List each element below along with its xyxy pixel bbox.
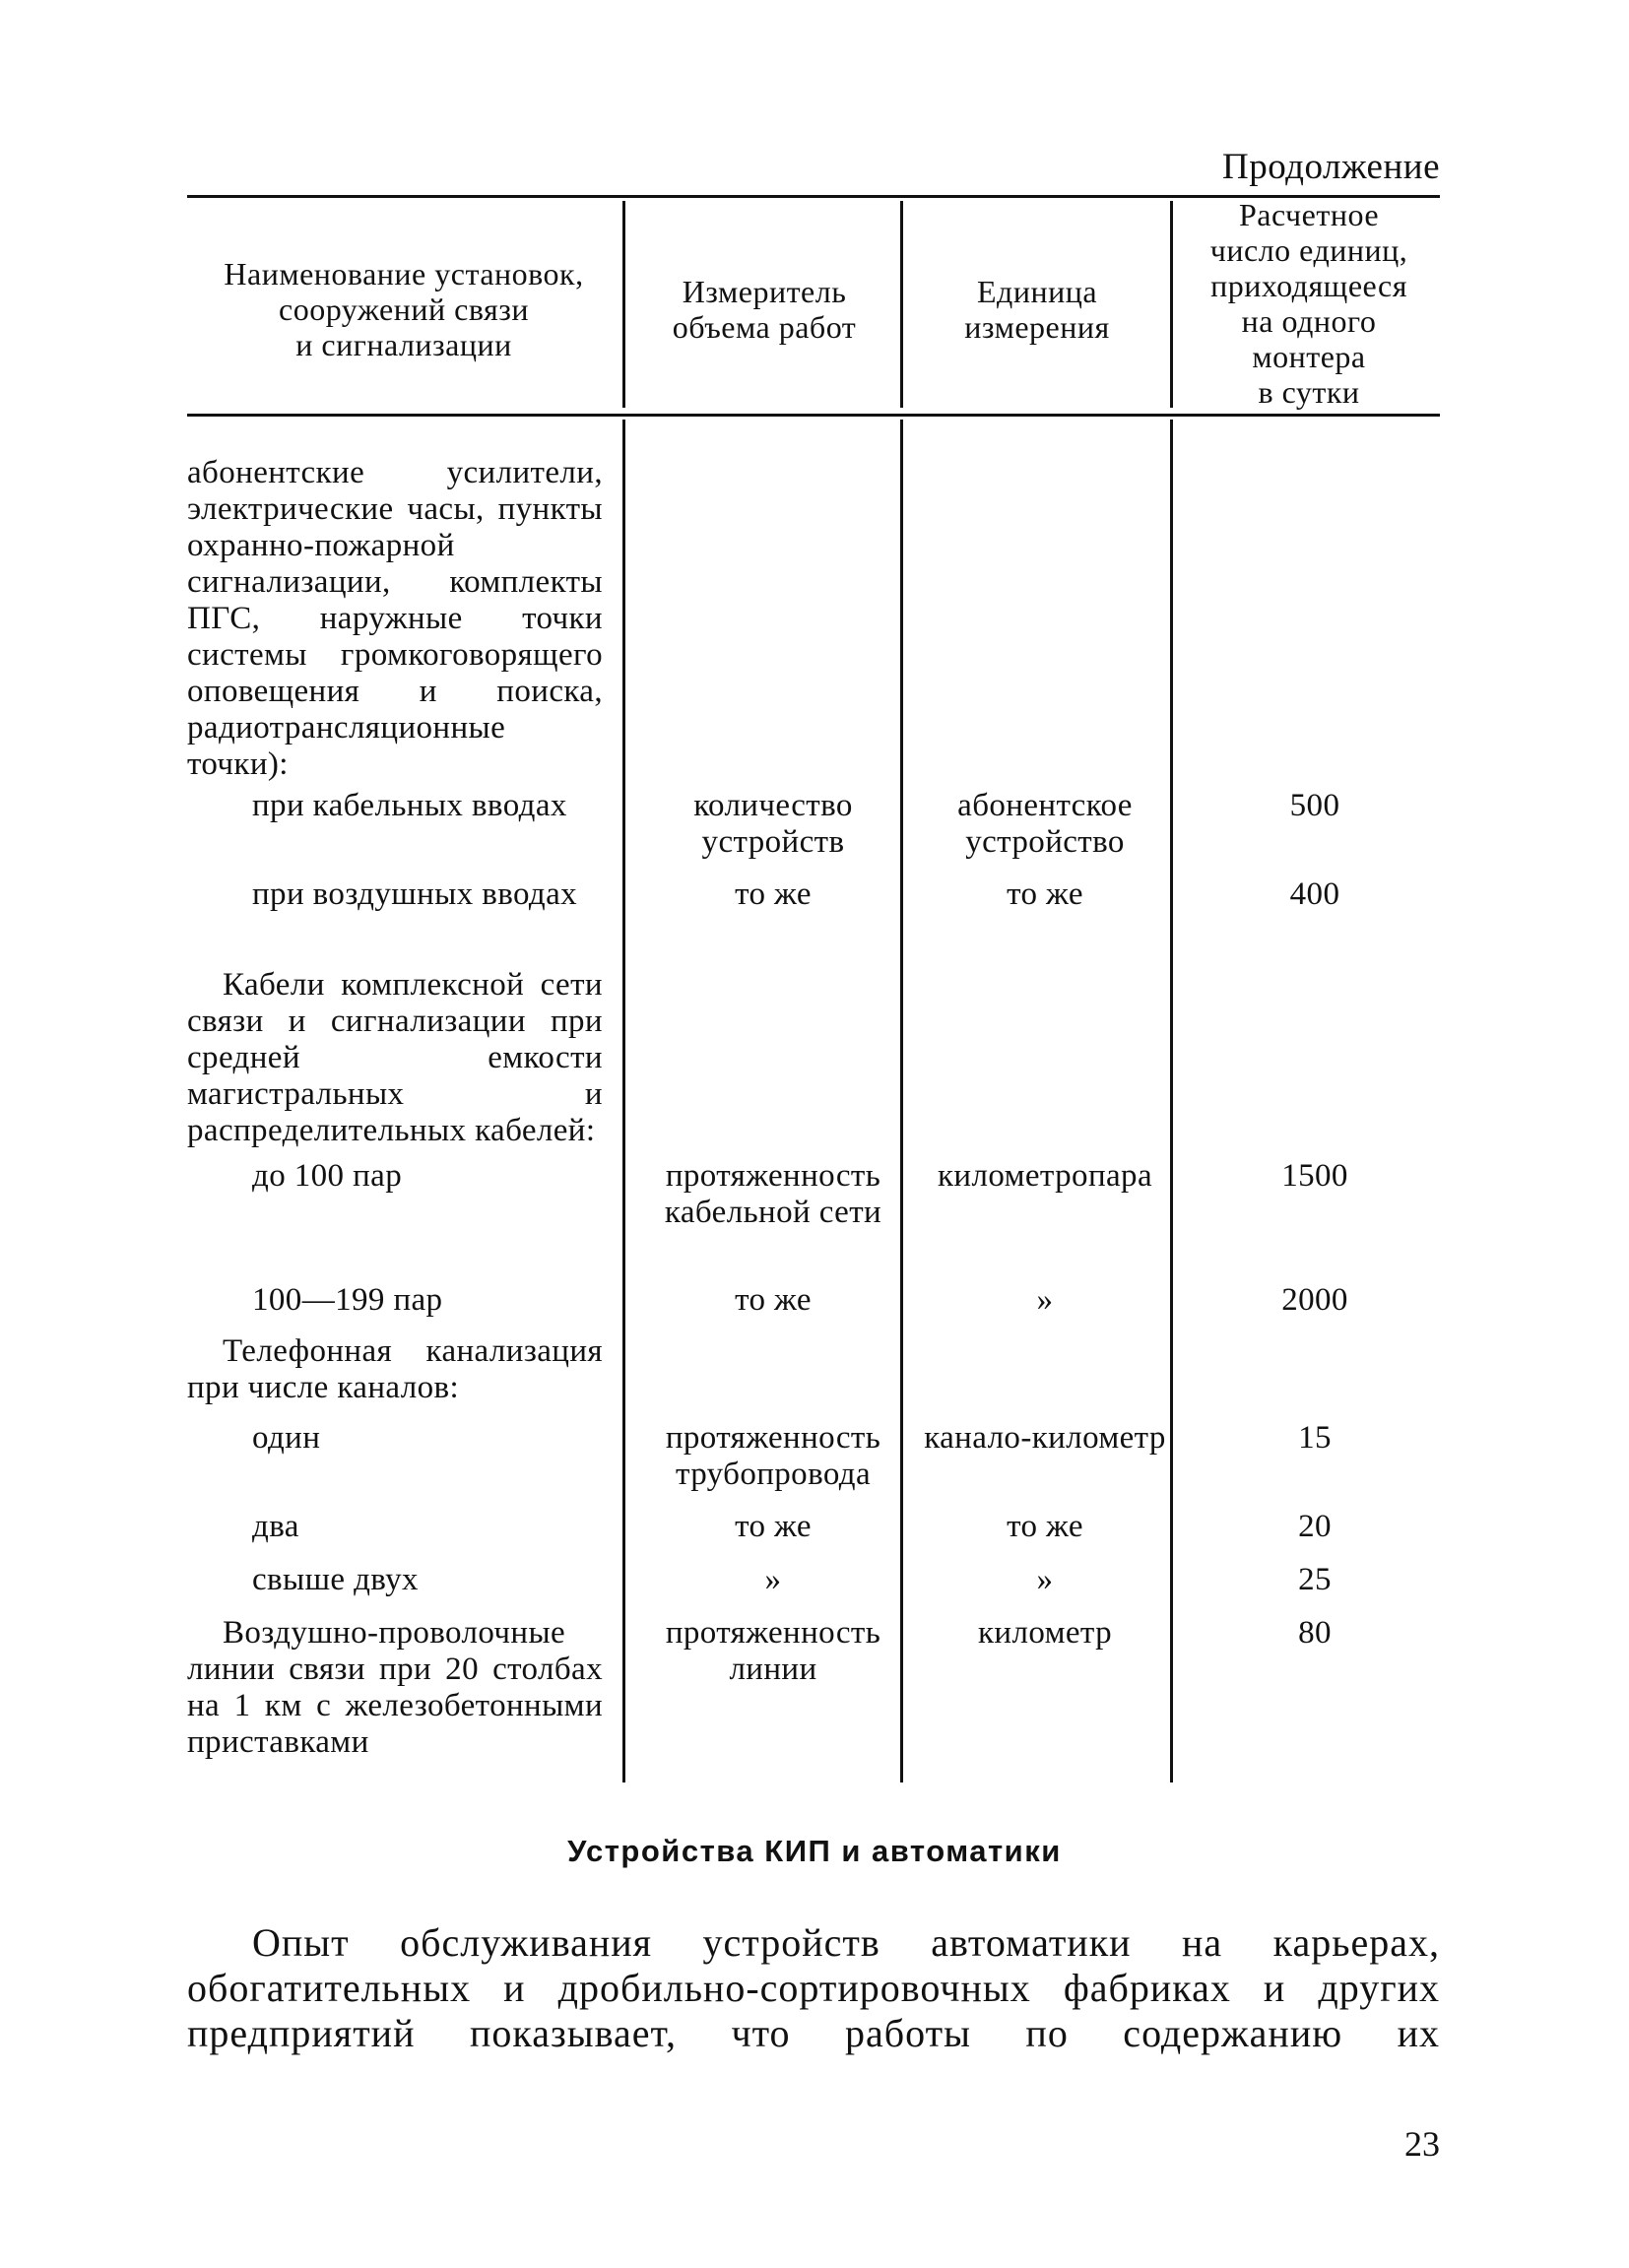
table-row-value: 500 bbox=[1289, 788, 1340, 823]
table-row-unit: » bbox=[1036, 1562, 1054, 1597]
table-row-unit: » bbox=[1036, 1282, 1054, 1318]
table-row-unit: километропара bbox=[937, 1158, 1153, 1194]
table-row-name: при воздушных вводах bbox=[252, 876, 578, 912]
table-row-name: 100—199 пар bbox=[252, 1282, 443, 1318]
table-row-measure: количество устройств bbox=[693, 788, 853, 860]
table-row-unit: канало-километр bbox=[924, 1420, 1166, 1456]
table-row-measure: протяженность линии bbox=[665, 1615, 881, 1687]
table-row-name: абонентские усилители, электрические часы, пункты охранно-пожарной сигнализации, комплекты ПГС, наружные точки системы громкоговорящего оповещения и поиска, радиотрансляционные точки): bbox=[187, 455, 603, 782]
table-row-unit: то же bbox=[1007, 1509, 1083, 1544]
column-header-value: Расчетное число единиц, приходящееся на одного монтера в сутки bbox=[1209, 197, 1408, 410]
table-row-value: 15 bbox=[1298, 1420, 1332, 1456]
body-paragraph bbox=[187, 1920, 1440, 2056]
column-header-name: Наименование установок, сооружений связи и сигнализации bbox=[224, 256, 584, 362]
page-number: 23 bbox=[1404, 2124, 1440, 2164]
table-row-value: 20 bbox=[1298, 1509, 1332, 1544]
table-row-name: Воздушно-проволочные линии связи при 20 столбах на 1 км с железобетонными приставками bbox=[187, 1615, 603, 1760]
table-row-value: 400 bbox=[1289, 876, 1340, 912]
table-row-name: один bbox=[252, 1420, 321, 1456]
column-divider-2 bbox=[900, 201, 903, 408]
column-divider-3 bbox=[1170, 201, 1173, 408]
table-row-name: при кабельных вводах bbox=[252, 788, 567, 823]
table-row-measure: протяженность кабельной сети bbox=[664, 1158, 882, 1230]
table-row-unit: то же bbox=[1007, 876, 1083, 912]
paragraph-text: Опыт обслуживания устройств автоматики на карьерах, обогатительных и дробильно-сортировочных фабриках и других предприятий показывает, что работы по содержанию их bbox=[187, 1920, 1440, 2055]
table-row-value: 25 bbox=[1298, 1562, 1332, 1597]
table-row-name: два bbox=[252, 1509, 299, 1544]
table-row-name: Телефонная канализация при числе каналов: bbox=[187, 1333, 603, 1405]
column-header-unit: Единица измерения bbox=[964, 274, 1110, 345]
table-row-unit: километр bbox=[977, 1615, 1113, 1651]
table-row-measure: протяженность трубопровода bbox=[665, 1420, 881, 1492]
table-row-measure: то же bbox=[735, 876, 812, 912]
table-row-value: 80 bbox=[1298, 1615, 1332, 1651]
table-row-value: 1500 bbox=[1281, 1158, 1348, 1194]
table-row-value: 2000 bbox=[1281, 1282, 1348, 1318]
table-row-measure: » bbox=[764, 1562, 782, 1597]
column-divider-1-body bbox=[622, 420, 625, 1782]
table-row-measure: то же bbox=[735, 1282, 812, 1318]
continuation-label: Продолжение bbox=[1222, 147, 1440, 187]
section-title: Устройства КИП и автоматики bbox=[567, 1834, 1062, 1868]
column-divider-1 bbox=[622, 201, 625, 408]
table-header-rule bbox=[187, 414, 1440, 417]
table-row-name: Кабели комплексной сети связи и сигнализации при средней емкости магистральных и распределительных кабелей: bbox=[187, 967, 603, 1148]
table-row-name: до 100 пар bbox=[252, 1158, 403, 1194]
table-row-name: свыше двух bbox=[252, 1562, 419, 1597]
table-row-measure: то же bbox=[735, 1509, 812, 1544]
table-row-unit: абонентское устройство bbox=[957, 788, 1133, 860]
column-header-measure: Измеритель объема работ bbox=[672, 274, 857, 345]
